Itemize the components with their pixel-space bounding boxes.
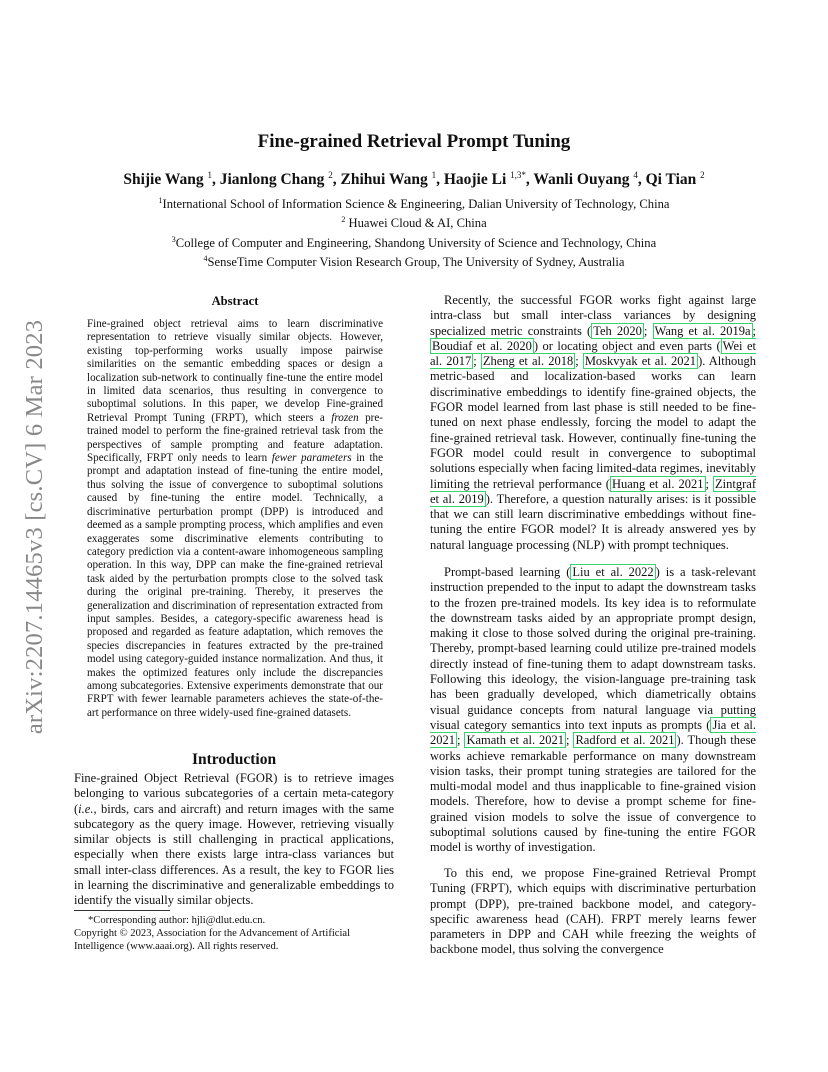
affiliation (0, 193, 828, 212)
author-affil-marker: 2 (700, 170, 705, 180)
author-affil-marker: 1 (207, 170, 212, 180)
footnote-rule (74, 910, 170, 911)
text-emphasis: i.e. (78, 801, 94, 816)
introduction-paragraph (74, 771, 394, 909)
affiliation-marker: 1 (158, 196, 163, 205)
citation-link[interactable]: Moskvyak et al. 2021 (584, 354, 697, 369)
text-segment: To this end, we propose Fine-grained Retrieval Prompt Tuning (FRPT), which equips with discriminative perturbation prompt (DPP), pre-trained backbone model, and category-specific awareness head (CAH). FRPT merely learns fewer parameters in DPP and CAH while freezing the weights of backbone model, thus solving the convergence (430, 866, 756, 957)
abstract-emphasis: fewer parameters (271, 452, 352, 465)
text-segment: ). Though these works achieve remarkable performance on many downstream vision tasks, their prompt tuning strategies are tailored for the multi-modal model and thus inapplicable to fine-grained vision models. Therefore, how to devise a prompt scheme for fine-grained vision models to solve the issue of convergence to suboptimal solutions caused by fine-tuning the entire FGOR model is worthy of investigation. (430, 733, 756, 855)
affiliation-list (0, 193, 828, 271)
affiliation-text: College of Computer and Engineering, Shandong University of Science and Technology, China (175, 235, 657, 250)
affiliation (0, 212, 828, 231)
text-segment: Recently, the successful FGOR works fight against large intra-class but small inter-class variances by designing specialized metric constraints ( (430, 293, 756, 338)
citation-link[interactable]: Radford et al. 2021 (575, 733, 675, 748)
affiliation-marker: 4 (203, 254, 208, 264)
copyright-notice: Copyright © 2023, Association for the Advancement of Artificial Intelligence (www.aaai.org). All rights reserved. (74, 928, 351, 952)
text-segment: Fine-grained Object Retrieval (FGOR) is to retrieve images belonging to various subcategories of a certain meta-category ( (74, 771, 394, 816)
text-segment: ; (566, 733, 574, 748)
arxiv-identifier: arXiv:2207.14465v3 [cs.CV] 6 Mar 2023 (21, 319, 48, 735)
text-segment: ; (457, 733, 465, 748)
abstract-segment: pre-trained model to perform the fine-grained retrieval task from the perspectives of sample prompting and feature adaptation. Specifically, FRPT only needs to learn (87, 411, 383, 465)
text-segment: ; (643, 323, 653, 338)
affiliation-text: SenseTime Computer Vision Research Group, The University of Sydney, Australia (207, 255, 625, 270)
citation-link[interactable]: Kamath et al. 2021 (466, 733, 565, 748)
text-segment: ; (575, 354, 583, 369)
abstract-emphasis: frozen (331, 411, 359, 424)
citation-link[interactable]: Jia et al. 2021 (430, 717, 756, 748)
text-segment: , birds, cars and aircraft) and return images with the same subcategory as the query image. However, retrieving visually similar objects is still challenging in practical applications, especially when there exists large intra-class variances but small inter-class differences. As a result, the key to FGOR lies in learning the discriminative and generalizable embeddings to identify the visually similar objects. (74, 801, 394, 908)
abstract-segment: Fine-grained object retrieval aims to learn discriminative representation to retrieve visually similar objects. However, existing top-performing works usually impose pairwise similarities on the semantic embedding spaces or design a localization sub-network to continually fine-tune the entire model in limited data scenarios, thus resulting in convergence to suboptimal solutions. In this paper, we develop Fine-grained Retrieval Prompt Tuning (FRPT), which steers a (87, 318, 383, 424)
body-paragraph (430, 565, 756, 856)
arxiv-sidebar (20, 292, 50, 762)
affiliation (0, 232, 828, 251)
author-name: Shijie Wang (123, 171, 204, 189)
footnote (74, 914, 394, 953)
author-affil-marker: 1,3* (510, 170, 526, 180)
text-segment: Prompt-based learning ( (444, 565, 571, 579)
paper-title: Fine-grained Retrieval Prompt Tuning (257, 131, 571, 152)
abstract-heading: Abstract (211, 294, 259, 308)
text-segment: ). Although metric-based and localization-based works can learn discriminative embeddings to identify fine-grained objects, the FGOR model learned from last phase is still needed to be fine-tuned on next phase endlessly, forcing the model to adapt the fine-grained retrieval task. However, continually fine-tuning the FGOR model could result in convergence to suboptimal solutions especially when facing limited-data regimes, inevitably limiting the retrieval performance ( (430, 354, 756, 491)
corresponding-author-note: *Corresponding author: hjli@dlut.edu.cn. (88, 915, 266, 926)
abstract-text (87, 318, 383, 720)
citation-link[interactable]: Zintgraf et al. 2019 (430, 476, 757, 506)
introduction-heading: Introduction (191, 751, 277, 768)
text-segment: ; (473, 354, 481, 369)
body-paragraph (430, 293, 756, 553)
author-name: Jianlong Chang (219, 171, 325, 189)
author-affil-marker: 4 (633, 170, 638, 180)
body-paragraph (430, 866, 756, 958)
affiliation-text: International School of Information Science & Engineering, Dalian University of Technology, China (162, 197, 670, 212)
author-name: Wanli Ouyang (533, 171, 630, 189)
author-name: Haojie Li (443, 171, 507, 189)
citation-link[interactable]: Huang et al. 2021 (611, 476, 704, 491)
text-segment: ; (752, 323, 756, 338)
affiliation-marker: 3 (171, 234, 176, 244)
text-segment: ). Therefore, a question naturally arises: is it possible that we can still learn discriminative embeddings without fine-tuning the entire FGOR model? It is already answered yes by natural language processing (NLP) with prompt techniques. (430, 491, 757, 552)
abstract-segment: in the prompt and adaptation instead of fine-tuning the entire model, thus solving the issue of convergence to suboptimal solutions caused by fine-tuning the entire model. Technically, a discriminative perturbation prompt (DPP) is introduced and deemed as a sample prompting process, which amplifies and even exaggerates some discriminative elements contributing to category prediction via a content-aware inhomogeneous sampling operation. In this way, DPP can make the fine-grained retrieval task aided by the perturbation prompts close to the solved task during the original pre-training. Thereby, it preserves the generalization and discrimination of representation extracted from input samples. Besides, a category-specific awareness head is proposed and regarded as feature adaptation, which removes the species discrepancies in features extracted by the pre-trained model using category-guided instance normalization. And thus, it makes the optimized features only include the discrepancies among subcategories. Extensive experiments demonstrate that our FRPT with fewer learnable parameters achieves the state-of-the-art performance on three widely-used fine-grained datasets. (87, 452, 383, 719)
author-affil-marker: 2 (328, 170, 333, 180)
citation-link[interactable]: Wei et al. 2017 (430, 338, 756, 369)
author-affil-marker: 1 (431, 170, 437, 180)
text-segment: ) is a task-relevant instruction prepended to the input to adapt the downstream tasks to the frozen pre-trained models. Its key idea is to reformulate the downstream tasks aided by an appropriate prompt design, making it close to those solved during the original pre-training. Thereby, prompt-based learning could utilize pre-trained models directly instead of fine-tuning them to adapt downstream tasks. Following this ideology, the vision-language pre-training task has been gradually developed, which diametrically obtains visual guidance concepts from natural language via putting visual category semantics into text inputs as prompts ( (430, 565, 756, 732)
affiliation-text: Huawei Cloud & AI, China (348, 216, 487, 231)
citation-link[interactable]: Boudiaf et al. 2020 (432, 338, 532, 353)
text-segment: ; (705, 476, 714, 491)
citation-link[interactable]: Teh 2020 (593, 323, 642, 338)
citation-link[interactable]: Liu et al. 2022 (572, 565, 654, 579)
citation-link[interactable]: Zheng et al. 2018 (482, 354, 574, 369)
affiliation (0, 251, 828, 270)
citation-link[interactable]: Wang et al. 2019a (654, 323, 751, 338)
affiliation-marker: 2 (341, 215, 346, 225)
author-name: Qi Tian (645, 171, 697, 189)
author-list: Shijie Wang $^1$, Jianlong Chang $^2$, Zhihui Wang $^1$, Haojie Li $^{1,3*}$, Wanli Ouyang $^4$, Qi Tian $^2$ (123, 170, 705, 189)
text-segment: ) or locating object and even parts ( (533, 338, 721, 353)
author-name: Zhihui Wang (340, 171, 428, 189)
